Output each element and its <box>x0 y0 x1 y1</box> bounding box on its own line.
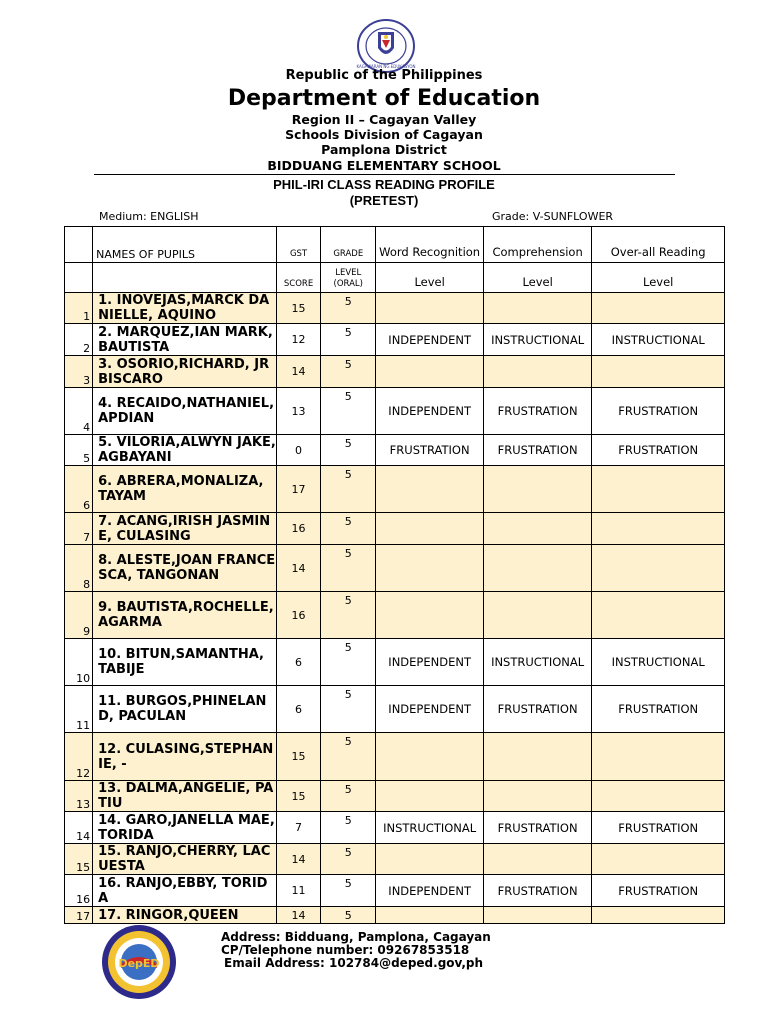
header-word-recognition: Word Recognition <box>376 227 483 263</box>
grade-level: 5 <box>321 875 376 907</box>
row-number: 11 <box>65 686 93 733</box>
table-row <box>65 812 725 844</box>
pupil-name: 1. INOVEJAS,MARCK DANIELLE, AQUINO <box>93 293 277 324</box>
word-recognition-level: FRUSTRATION <box>376 435 483 466</box>
pupil-name: 12. CULASING,STEPHANIE, - <box>93 733 277 781</box>
subheader-score: SCORE <box>276 263 320 293</box>
pupil-name: 8. ALESTE,JOAN FRANCESCA, TANGONAN <box>93 545 277 592</box>
republic-line: Republic of the Philippines <box>285 68 483 83</box>
table-row <box>65 639 725 686</box>
comprehension-level <box>483 513 591 545</box>
row-number: 3 <box>65 356 93 388</box>
district-line: Pamplona District <box>321 142 447 157</box>
overall-reading-level: FRUSTRATION <box>592 435 725 466</box>
pupil-name: 13. DALMA,ANGELIE, PATIU <box>93 781 277 812</box>
comprehension-level: INSTRUCTIONAL <box>483 324 591 356</box>
gst-score: 12 <box>276 324 320 356</box>
gst-score: 14 <box>276 356 320 388</box>
overall-reading-level <box>592 513 725 545</box>
division-line: Schools Division of Cagayan <box>285 127 483 142</box>
gst-score: 14 <box>276 844 320 875</box>
medium-label: Medium: ENGLISH <box>99 210 199 223</box>
word-recognition-level <box>376 907 483 924</box>
overall-reading-level <box>592 545 725 592</box>
table-row <box>65 592 725 639</box>
table-row <box>65 686 725 733</box>
gst-score: 15 <box>276 781 320 812</box>
subheader-blank-cell <box>93 263 277 293</box>
comprehension-level <box>483 844 591 875</box>
comprehension-level: FRUSTRATION <box>483 388 591 435</box>
table-row <box>65 875 725 907</box>
school-name: BIDDUANG ELEMENTARY SCHOOL <box>267 158 501 173</box>
gst-score: 16 <box>276 513 320 545</box>
table-row <box>65 844 725 875</box>
word-recognition-level: INDEPENDENT <box>376 324 483 356</box>
pupil-name: 10. BITUN,SAMANTHA, TABIJE <box>93 639 277 686</box>
grade-level: 5 <box>321 545 376 592</box>
subheader-comp-level: Level <box>483 263 591 293</box>
row-number: 17 <box>65 907 93 924</box>
header-comprehension: Comprehension <box>483 227 591 263</box>
overall-reading-level: FRUSTRATION <box>592 686 725 733</box>
table-row <box>65 513 725 545</box>
grade-level: 5 <box>321 324 376 356</box>
row-number: 7 <box>65 513 93 545</box>
gst-score: 13 <box>276 388 320 435</box>
row-number: 4 <box>65 388 93 435</box>
pupil-name: 7. ACANG,IRISH JASMINE, CULASING <box>93 513 277 545</box>
grade-level: 5 <box>321 513 376 545</box>
gst-score: 14 <box>276 907 320 924</box>
word-recognition-level: INDEPENDENT <box>376 875 483 907</box>
footer-email: Email Address: 102784@deped.gov,ph <box>224 956 484 970</box>
row-number: 14 <box>65 812 93 844</box>
school-logo-text: DepED <box>118 957 160 970</box>
overall-reading-level: FRUSTRATION <box>592 388 725 435</box>
word-recognition-level <box>376 545 483 592</box>
table-header-row <box>65 227 725 263</box>
header-grade: GRADE <box>321 227 376 263</box>
overall-reading-level <box>592 293 725 324</box>
table-row <box>65 545 725 592</box>
overall-reading-level <box>592 781 725 812</box>
gst-score: 15 <box>276 293 320 324</box>
subheader-overall-level: Level <box>592 263 725 293</box>
grade-level: 5 <box>321 592 376 639</box>
grade-level: 5 <box>321 356 376 388</box>
deped-seal-icon <box>354 18 418 74</box>
comprehension-level <box>483 781 591 812</box>
gst-score: 14 <box>276 545 320 592</box>
word-recognition-level <box>376 293 483 324</box>
grade-level: 5 <box>321 812 376 844</box>
header-blank-cell <box>65 227 93 263</box>
row-number: 9 <box>65 592 93 639</box>
word-recognition-level <box>376 733 483 781</box>
reading-profile-table <box>64 226 725 924</box>
word-recognition-level <box>376 781 483 812</box>
pupil-name: 3. OSORIO,RICHARD, JR BISCARO <box>93 356 277 388</box>
gst-score: 7 <box>276 812 320 844</box>
overall-reading-level <box>592 733 725 781</box>
comprehension-level: FRUSTRATION <box>483 435 591 466</box>
comprehension-level: FRUSTRATION <box>483 686 591 733</box>
grade-level: 5 <box>321 907 376 924</box>
region-line: Region II – Cagayan Valley <box>291 112 477 127</box>
grade-level: 5 <box>321 293 376 324</box>
word-recognition-level <box>376 356 483 388</box>
comprehension-level <box>483 592 591 639</box>
table-subheader-row <box>65 263 725 293</box>
overall-reading-level <box>592 356 725 388</box>
table-row <box>65 356 725 388</box>
word-recognition-level: INDEPENDENT <box>376 639 483 686</box>
gst-score: 15 <box>276 733 320 781</box>
row-number: 10 <box>65 639 93 686</box>
profile-title: PHIL-IRI CLASS READING PROFILE <box>273 177 495 192</box>
test-type: (PRETEST) <box>349 193 419 208</box>
gst-score: 16 <box>276 592 320 639</box>
overall-reading-level: FRUSTRATION <box>592 875 725 907</box>
row-number: 15 <box>65 844 93 875</box>
comprehension-level: FRUSTRATION <box>483 812 591 844</box>
subheader-level-oral: LEVEL (ORAL) <box>321 263 376 293</box>
comprehension-level <box>483 293 591 324</box>
table-row <box>65 293 725 324</box>
table-row <box>65 466 725 513</box>
word-recognition-level <box>376 592 483 639</box>
gst-score: 0 <box>276 435 320 466</box>
row-number: 5 <box>65 435 93 466</box>
row-number: 8 <box>65 545 93 592</box>
header-overall-reading: Over-all Reading <box>592 227 725 263</box>
header-divider <box>94 174 675 175</box>
comprehension-level: FRUSTRATION <box>483 875 591 907</box>
pupil-name: 4. RECAIDO,NATHANIEL, APDIAN <box>93 388 277 435</box>
word-recognition-level: INSTRUCTIONAL <box>376 812 483 844</box>
gst-score: 17 <box>276 466 320 513</box>
overall-reading-level: INSTRUCTIONAL <box>592 324 725 356</box>
pupil-name: 11. BURGOS,PHINELAND, PACULAN <box>93 686 277 733</box>
gst-score: 6 <box>276 686 320 733</box>
table-row <box>65 324 725 356</box>
pupil-name: 16. RANJO,EBBY, TORIDA <box>93 875 277 907</box>
comprehension-level <box>483 907 591 924</box>
grade-level: 5 <box>321 639 376 686</box>
seal-text: KAGAWARAN NG EDUKASYON <box>356 64 416 69</box>
row-number: 12 <box>65 733 93 781</box>
word-recognition-level: INDEPENDENT <box>376 388 483 435</box>
subheader-blank-cell <box>65 263 93 293</box>
table-row <box>65 781 725 812</box>
comprehension-level <box>483 356 591 388</box>
department-title: Department of Education <box>227 86 541 111</box>
table-row <box>65 907 725 924</box>
pupil-name: 6. ABRERA,MONALIZA, TAYAM <box>93 466 277 513</box>
grade-level: 5 <box>321 435 376 466</box>
row-number: 16 <box>65 875 93 907</box>
grade-label: Grade: V-SUNFLOWER <box>492 210 614 223</box>
grade-level: 5 <box>321 686 376 733</box>
gst-score: 6 <box>276 639 320 686</box>
row-number: 6 <box>65 466 93 513</box>
comprehension-level: INSTRUCTIONAL <box>483 639 591 686</box>
grade-level: 5 <box>321 466 376 513</box>
header-names: NAMES OF PUPILS <box>93 227 277 263</box>
grade-level: 5 <box>321 844 376 875</box>
school-logo-icon <box>98 924 180 1000</box>
footer-phone: CP/Telephone number: 09267853518 <box>221 943 470 957</box>
row-number: 1 <box>65 293 93 324</box>
word-recognition-level <box>376 466 483 513</box>
table-row <box>65 733 725 781</box>
pupil-name: 17. RINGOR,QUEEN <box>93 907 277 924</box>
pupil-name: 2. MARQUEZ,IAN MARK, BAUTISTA <box>93 324 277 356</box>
table-row <box>65 388 725 435</box>
word-recognition-level <box>376 513 483 545</box>
pupil-name: 5. VILORIA,ALWYN JAKE, AGBAYANI <box>93 435 277 466</box>
comprehension-level <box>483 733 591 781</box>
subheader-word-level: Level <box>376 263 483 293</box>
grade-level: 5 <box>321 388 376 435</box>
comprehension-level <box>483 466 591 513</box>
row-number: 13 <box>65 781 93 812</box>
grade-level: 5 <box>321 781 376 812</box>
grade-level: 5 <box>321 733 376 781</box>
word-recognition-level <box>376 844 483 875</box>
gst-score: 11 <box>276 875 320 907</box>
table-row <box>65 435 725 466</box>
word-recognition-level: INDEPENDENT <box>376 686 483 733</box>
footer-address: Address: Bidduang, Pamplona, Cagayan <box>221 930 491 944</box>
overall-reading-level <box>592 907 725 924</box>
overall-reading-level: INSTRUCTIONAL <box>592 639 725 686</box>
comprehension-level <box>483 545 591 592</box>
header-gst: GST <box>276 227 320 263</box>
pupil-name: 15. RANJO,CHERRY, LACUESTA <box>93 844 277 875</box>
overall-reading-level: FRUSTRATION <box>592 812 725 844</box>
pupil-name: 14. GARO,JANELLA MAE, TORIDA <box>93 812 277 844</box>
overall-reading-level <box>592 844 725 875</box>
row-number: 2 <box>65 324 93 356</box>
pupil-name: 9. BAUTISTA,ROCHELLE, AGARMA <box>93 592 277 639</box>
overall-reading-level <box>592 592 725 639</box>
overall-reading-level <box>592 466 725 513</box>
